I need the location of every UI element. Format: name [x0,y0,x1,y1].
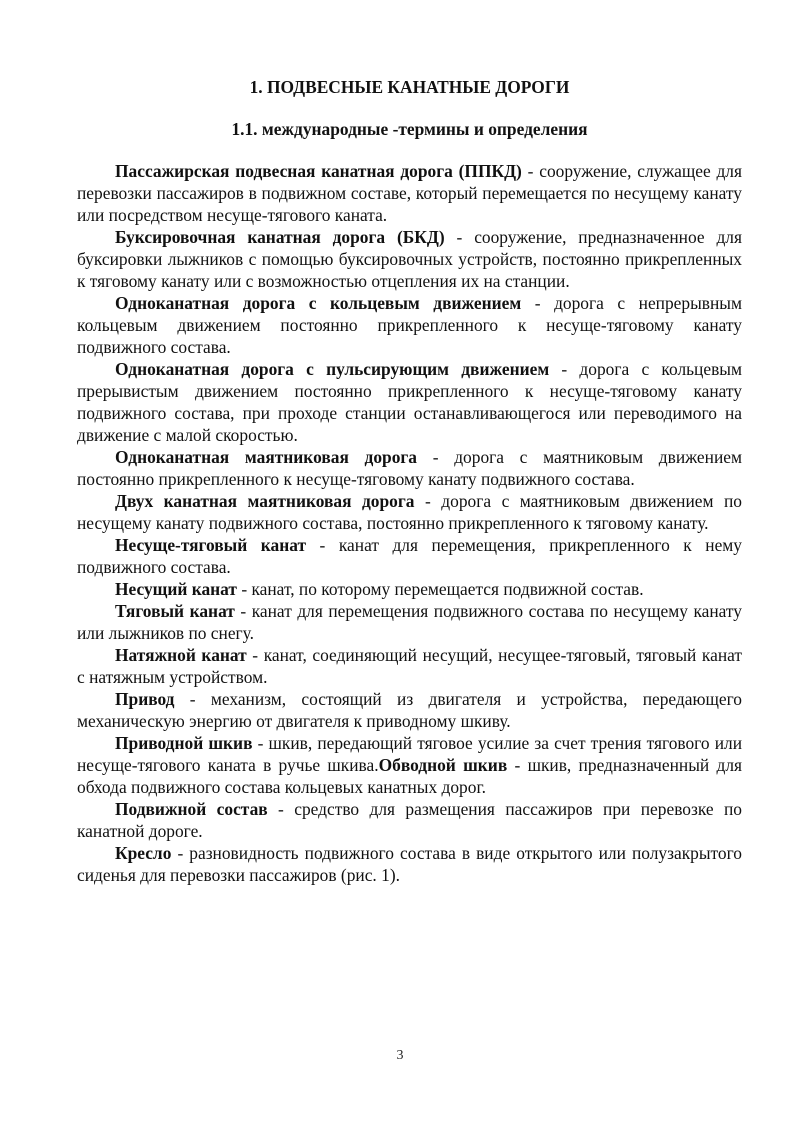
definition: - сооружение, предназначенное для буксировки лыжников с помощью буксировочных устройств, постоянно прикрепленных к тяговому канату или с возможностью отцепления их на станции. [77,227,742,291]
definition-entry [77,732,742,798]
definition-entry [77,292,742,358]
term: Привод [115,689,175,709]
term: Натяжной канат [115,645,247,665]
definition-entry [77,798,742,842]
definition: - канат, соединяющий несущий, несущее-тяговый, тяговый канат с натяжным устройством. [77,645,742,687]
term: Двух канатная маятниковая дорога [115,491,415,511]
definition-entry [77,160,742,226]
term: Подвижной состав [115,799,268,819]
document-page [77,76,742,886]
term: Обводной шкив [378,755,508,775]
term: Тяговый канат [115,601,235,621]
term: Несуще-тяговый канат [115,535,307,555]
definition: - шкив, передающий тяговое усилие за счет трения тягового или несуще-тягового каната в ручье шкива. [77,733,742,775]
term: Одноканатная дорога с кольцевым движением [115,293,522,313]
definition: - средство для размещения пассажиров при перевозке по канатной дороге. [77,799,742,841]
definition-entry [77,226,742,292]
definition: - дорога с маятниковым движением постоянно прикрепленного к несуще-тяговому канату подвижного состава. [77,447,742,489]
definition-entry [77,688,742,732]
definition: - дорога с маятниковым движением по несущему канату подвижного состава, постоянно прикрепленного к тяговому канату. [77,491,742,533]
term: Кресло [115,843,172,863]
definition: - дорога с кольцевым прерывистым движением постоянно прикрепленного к несуще-тяговому канату подвижного состава, при проходе станции останавливающегося или переводимого на движение с малой скоростью. [77,359,742,445]
definition-entry [77,534,742,578]
definition-entry [77,446,742,490]
definition: - дорога с непрерывным кольцевым движением постоянно прикрепленного к несуще-тяговому канату подвижного состава. [77,293,742,357]
definition: - сооружение, служащее для перевозки пассажиров в подвижном составе, который перемещается по несущему канату или посредством несуще-тягового каната. [77,161,742,225]
term: Приводной шкив [115,733,253,753]
definition-entry [77,490,742,534]
definition-entry [77,358,742,446]
definition-entry [77,644,742,688]
definition-entry [77,842,742,886]
definition-entry [77,578,742,600]
definition: - канат, по которому перемещается подвижной состав. [236,579,644,599]
definition: - канат для перемещения подвижного состава по несущему канату или лыжников по снегу. [77,601,742,643]
term: Буксировочная канатная дорога (БКД) [115,227,445,247]
section-subtitle: 1.1. международные -термины и определения [231,119,588,139]
page-number: 3 [396,1048,404,1063]
term: Пассажирская подвесная канатная дорога (ППКД) [115,161,522,181]
definition: - разновидность подвижного состава в виде открытого или полузакрытого сиденья для перевозки пассажиров (рис. 1). [77,843,742,885]
definition: - шкив, предназначенный для обхода подвижного состава кольцевых канатных дорог. [77,755,743,797]
term: Одноканатная маятниковая дорога [115,447,418,467]
definition-entry [77,600,742,644]
term: Одноканатная дорога с пульсирующим движением [115,359,550,379]
definition: - механизм, состоящий из двигателя и устройства, передающего механическую энергию от двигателя к приводному шкиву. [77,689,742,731]
term: Несущий канат [115,579,237,599]
chapter-title: 1. ПОДВЕСНЫЕ КАНАТНЫЕ ДОРОГИ [249,77,570,97]
definition: - канат для перемещения, прикрепленного к нему подвижного состава. [77,535,742,577]
